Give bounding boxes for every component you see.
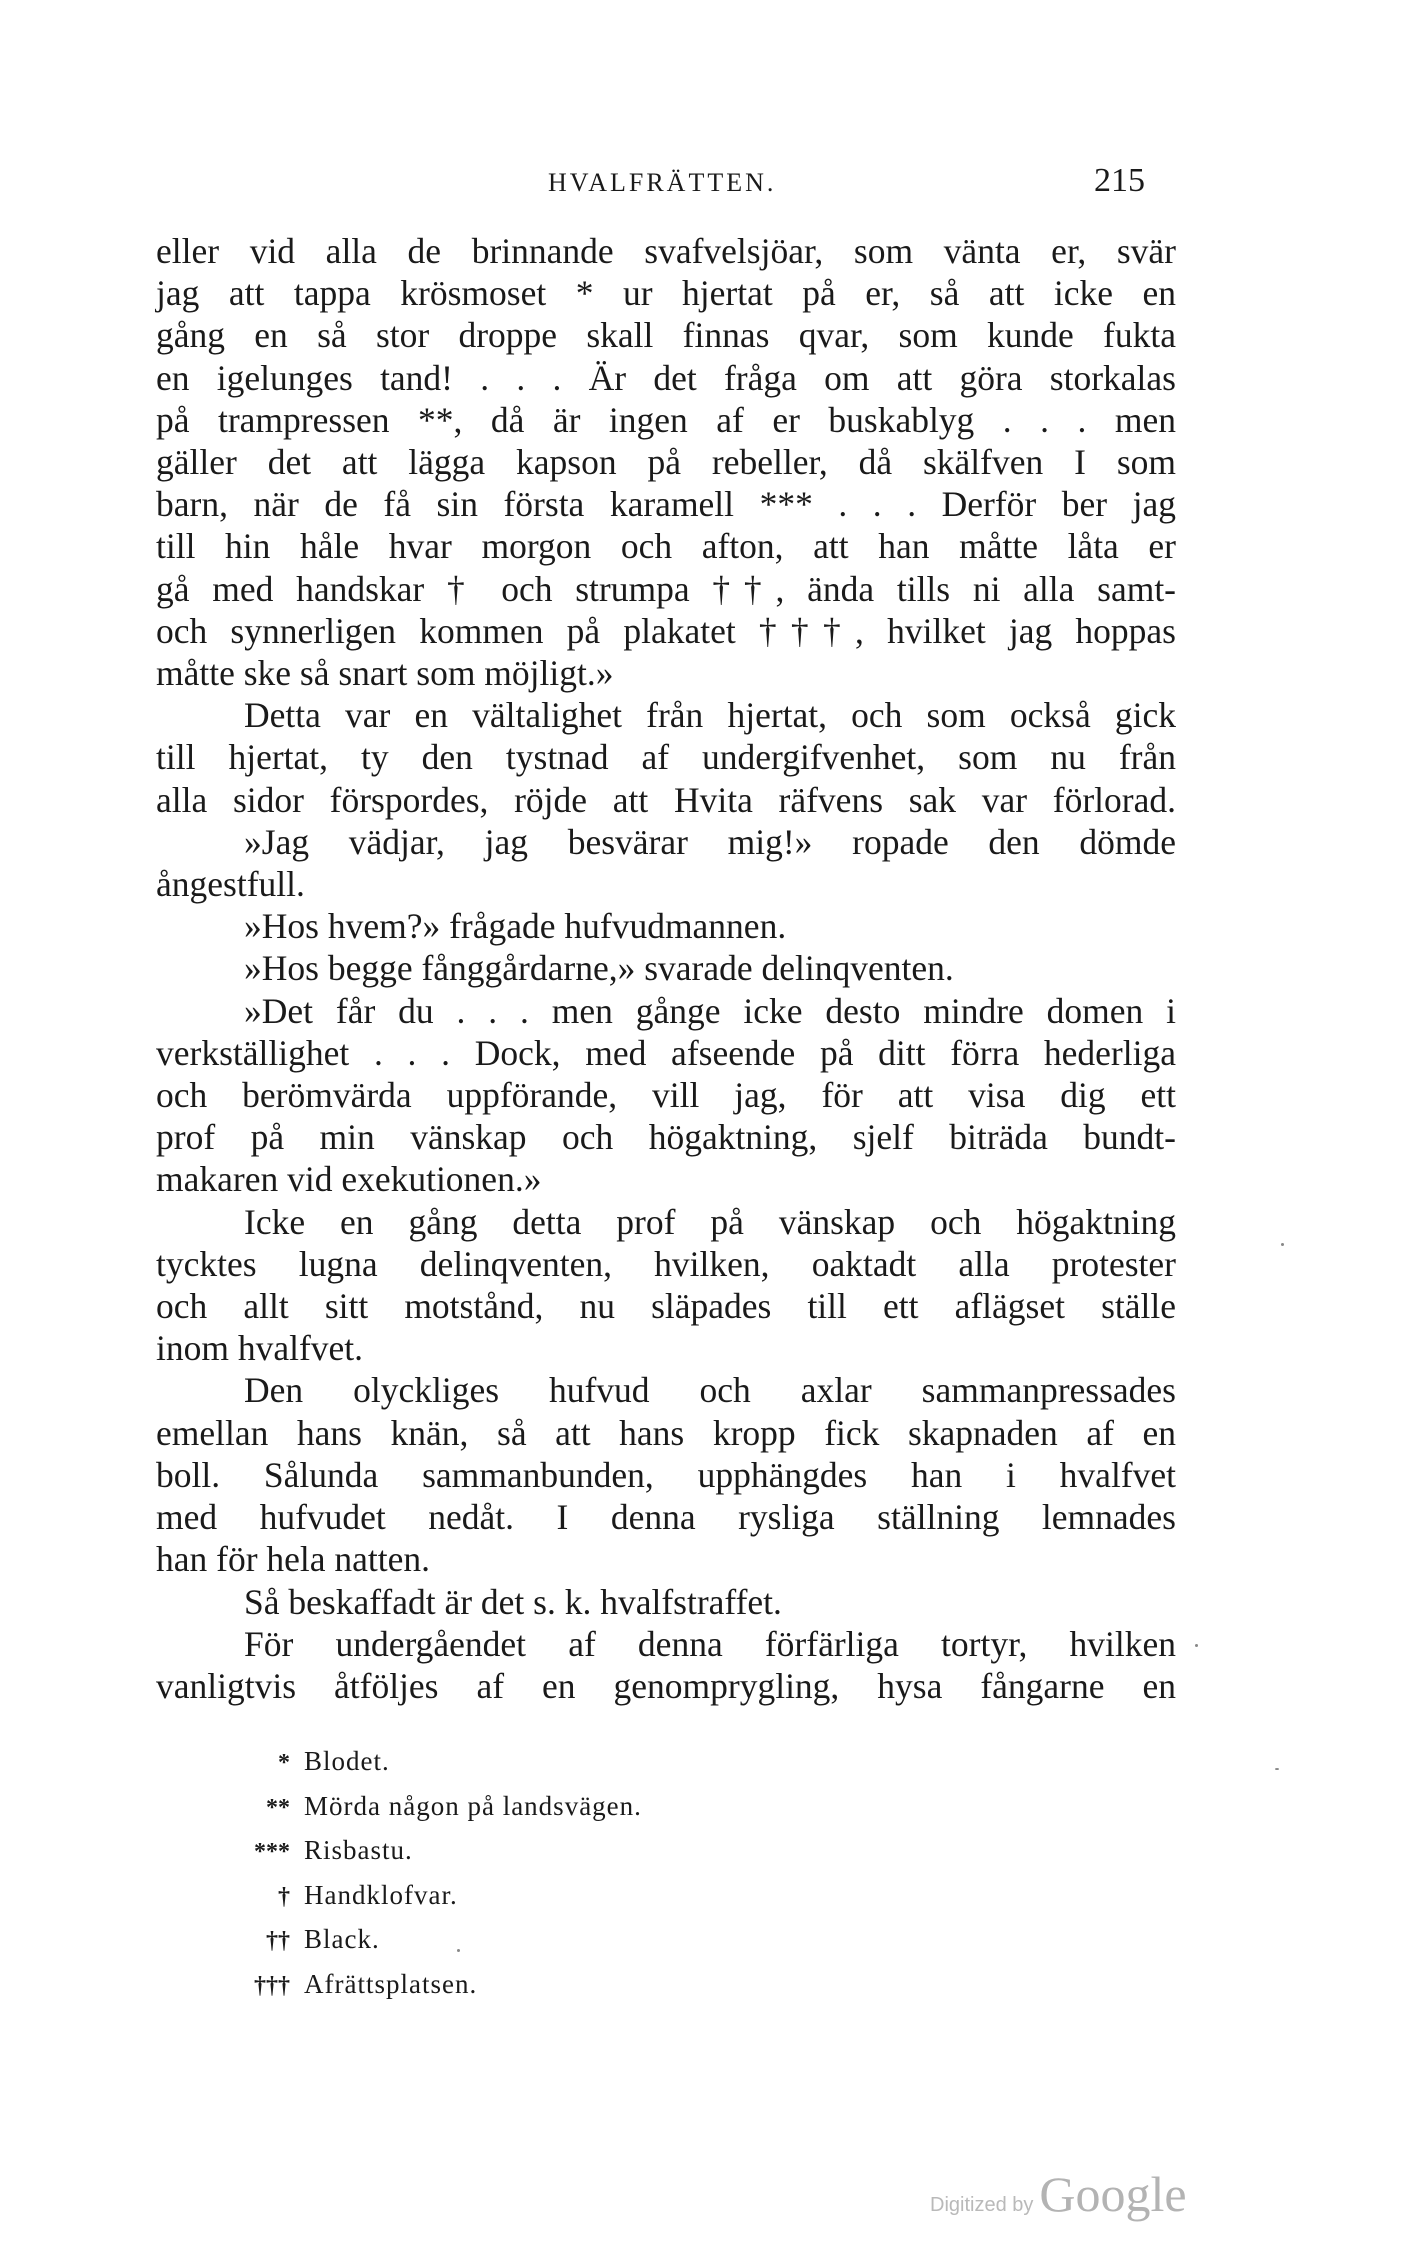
text-line: jag att tappa krösmoset * ur hjertat på er, så att icke en xyxy=(156,273,1176,314)
text-line: Icke en gång detta prof på vänskap och högaktning xyxy=(244,1201,1176,1242)
text-line: emellan hans knän, så att hans kropp fick skapnaden af en xyxy=(156,1412,1176,1453)
footnote xyxy=(200,1829,900,1874)
text-line: på trampressen **, då är ingen af er buskablyg . . . men xyxy=(156,399,1176,440)
text-line: gå med handskar † och strumpa ††, ända tills ni alla samt- xyxy=(156,568,1176,609)
text-line: till hin håle hvar morgon och afton, att han måtte låta er xyxy=(156,526,1176,567)
body-text xyxy=(156,230,1176,1707)
footnote-mark: ** xyxy=(266,1794,290,1821)
text-line: måtte ske så snart som möjligt.» xyxy=(156,653,614,694)
text-line: eller vid alla de brinnande svafvelsjöar, som vänta er, svär xyxy=(156,231,1176,271)
footnotes xyxy=(200,1740,900,2007)
text-line: »Hos begge fånggårdarne,» svarade delinqventen. xyxy=(244,948,954,989)
text-line: gång en så stor droppe skall finnas qvar, som kunde fukta xyxy=(156,315,1176,356)
running-title: HVALFRÄTTEN. xyxy=(548,168,777,197)
text-line: »Jag vädjar, jag besvärar mig!» ropade den dömde xyxy=(244,821,1176,862)
footnote xyxy=(200,1963,900,2008)
text-line: Detta var en vältalighet från hjertat, och som också gick xyxy=(244,695,1176,736)
text-line: »Det får du . . . men gånge icke desto mindre domen i xyxy=(244,990,1176,1031)
footnote xyxy=(200,1874,900,1919)
footnote-text: Afrättsplatsen. xyxy=(304,1968,478,1999)
text-line: och allt sitt motstånd, nu släpades till ett aflägset ställe xyxy=(156,1286,1176,1327)
footnote-text: Handklofvar. xyxy=(304,1879,458,1910)
watermark-prefix: Digitized by xyxy=(930,2194,1034,2216)
text-line: verkställighet . . . Dock, med afseende på ditt förra hederliga xyxy=(156,1032,1176,1073)
text-line: För undergåendet af denna förfärliga tortyr, hvilken xyxy=(244,1623,1176,1664)
footnote-text: Mörda någon på landsvägen. xyxy=(304,1790,642,1821)
text-line: vanligtvis åtföljes af en genomprygling, hysa fångarne en xyxy=(156,1665,1176,1706)
footnote xyxy=(200,1785,900,1830)
text-line: boll. Sålunda sammanbunden, upphängdes han i hvalfvet xyxy=(156,1454,1176,1495)
footnote-text: Blodet. xyxy=(304,1746,390,1776)
print-speck xyxy=(1195,1644,1198,1647)
text-line: gäller det att lägga kapson på rebeller, då skälfven I som xyxy=(156,442,1176,483)
digitized-by-watermark xyxy=(930,2165,1187,2223)
google-logo: Google xyxy=(1039,2166,1187,2222)
footnote-mark: † xyxy=(278,1883,290,1910)
text-line: inom hvalfvet. xyxy=(156,1328,364,1369)
text-line: Den olyckliges hufvud och axlar sammanpressades xyxy=(244,1370,1176,1411)
footnote-mark: †† xyxy=(266,1928,290,1954)
footnote-mark: ††† xyxy=(254,1972,290,1999)
text-line: ångestfull. xyxy=(156,864,305,905)
footnote-text: Black. xyxy=(304,1924,380,1954)
footnote xyxy=(200,1740,900,1785)
text-line: barn, när de få sin första karamell *** . . . Derför ber jag xyxy=(156,484,1176,525)
text-line: makaren vid exekutionen.» xyxy=(156,1159,542,1200)
page-number: 215 xyxy=(1094,162,1145,199)
print-speck xyxy=(1281,1243,1284,1246)
text-line: han för hela natten. xyxy=(156,1539,431,1580)
footnote xyxy=(200,1918,900,1963)
print-speck xyxy=(1275,1768,1279,1770)
text-line: med hufvudet nedåt. I denna rysliga ställning lemnades xyxy=(156,1497,1176,1538)
footnote-mark: * xyxy=(278,1750,290,1776)
text-line: »Hos hvem?» frågade hufvudmannen. xyxy=(244,906,787,947)
print-speck xyxy=(457,1949,460,1952)
text-line: Så beskaffadt är det s. k. hvalfstraffet. xyxy=(244,1581,782,1622)
text-line: tycktes lugna delinqventen, hvilken, oaktadt alla protester xyxy=(156,1243,1176,1284)
text-line: till hjertat, ty den tystnad af undergifvenhet, som nu från xyxy=(156,737,1176,778)
footnote-text: Risbastu. xyxy=(304,1835,413,1865)
text-line: och synnerligen kommen på plakatet †††, hvilket jag hoppas xyxy=(156,610,1176,651)
text-line: en igelunges tand! . . . Är det fråga om att göra storkalas xyxy=(156,357,1176,398)
footnote-mark: *** xyxy=(254,1839,290,1865)
text-line: och berömvärda uppförande, vill jag, för att visa dig ett xyxy=(156,1075,1176,1116)
text-line: prof på min vänskap och högaktning, sjelf biträda bundt- xyxy=(156,1117,1176,1158)
text-line: alla sidor förspordes, röjde att Hvita räfvens sak var förlorad. xyxy=(156,779,1176,820)
